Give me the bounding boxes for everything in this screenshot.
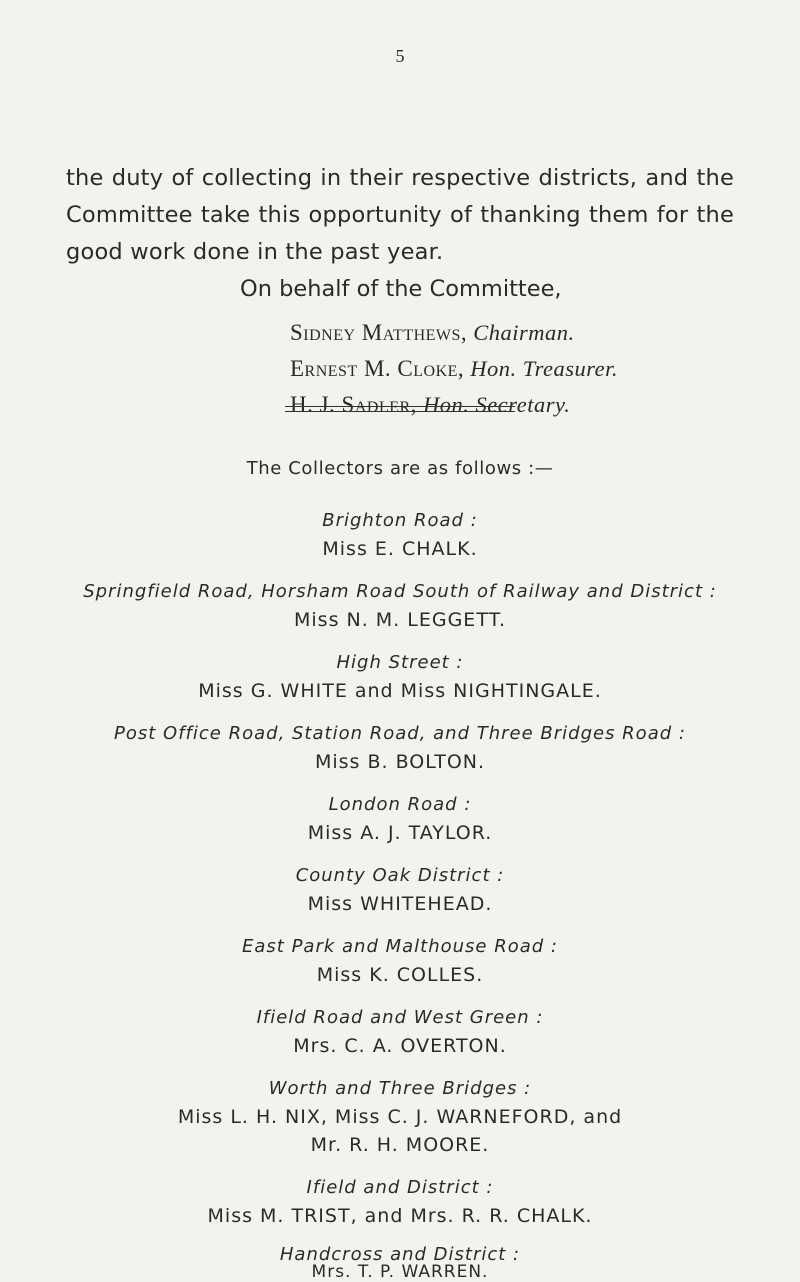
collectors-intro: The Collectors are as follows :—: [246, 458, 554, 479]
collector-names: Miss L. H. NIX, Miss C. J. WARNEFORD, and: [177, 1106, 623, 1128]
signatory-role: Hon. Treasurer.: [470, 356, 619, 381]
collector-names: Miss N. M. LEGGETT.: [294, 609, 506, 631]
district-heading: Brighton Road :: [322, 510, 478, 531]
district-heading: East Park and Malthouse Road :: [242, 936, 558, 957]
collector-names: Miss E. CHALK.: [322, 538, 478, 560]
signatory-treasurer: [290, 356, 618, 382]
collector-names: Mr. R. H. MOORE.: [310, 1134, 490, 1156]
district-heading: Handcross and District :: [279, 1244, 521, 1265]
district-heading: London Road :: [328, 794, 472, 815]
signatory-chairman: [290, 320, 575, 346]
collector-names: Miss B. BOLTON.: [314, 751, 486, 773]
double-rule-divider: [285, 406, 515, 407]
on-behalf-line: On behalf of the Committee,: [240, 276, 562, 302]
district-heading: Post Office Road, Station Road, and Three Bridges Road :: [114, 723, 686, 744]
signatory-name: Ernest M. Cloke,: [290, 356, 465, 381]
district-heading: Ifield and District :: [306, 1177, 494, 1198]
signatory-secretary: [290, 392, 570, 418]
district-heading: Springfield Road, Horsham Road South of Railway and District :: [83, 581, 717, 602]
collector-names: Mrs. C. A. OVERTON.: [293, 1035, 507, 1057]
signatory-role: Hon. Secretary.: [423, 392, 571, 417]
collector-names: Miss A. J. TAYLOR.: [307, 822, 493, 844]
collector-names: Miss G. WHITE and Miss NIGHTINGALE.: [198, 680, 602, 702]
collector-names: Miss K. COLLES.: [316, 964, 484, 986]
district-heading: County Oak District :: [295, 865, 505, 886]
closing-paragraph: the duty of collecting in their respective districts, and the Committee take this opportunity of thanking them for the good work done in the past year.: [66, 165, 734, 265]
collector-names: Miss WHITEHEAD.: [307, 893, 493, 915]
double-rule-divider: [285, 411, 515, 412]
page-number: 5: [395, 46, 405, 66]
signatory-name: Sidney Matthews,: [290, 320, 468, 345]
collector-names: Mrs. T. P. WARREN.: [311, 1262, 489, 1282]
district-heading: Ifield Road and West Green :: [256, 1007, 544, 1028]
signatory-name: H. J. Sadler,: [290, 392, 417, 417]
district-heading: Worth and Three Bridges :: [268, 1078, 532, 1099]
district-heading: High Street :: [336, 652, 464, 673]
signatory-role: Chairman.: [473, 320, 575, 345]
collector-names: Miss M. TRIST, and Mrs. R. R. CHALK.: [207, 1205, 593, 1227]
